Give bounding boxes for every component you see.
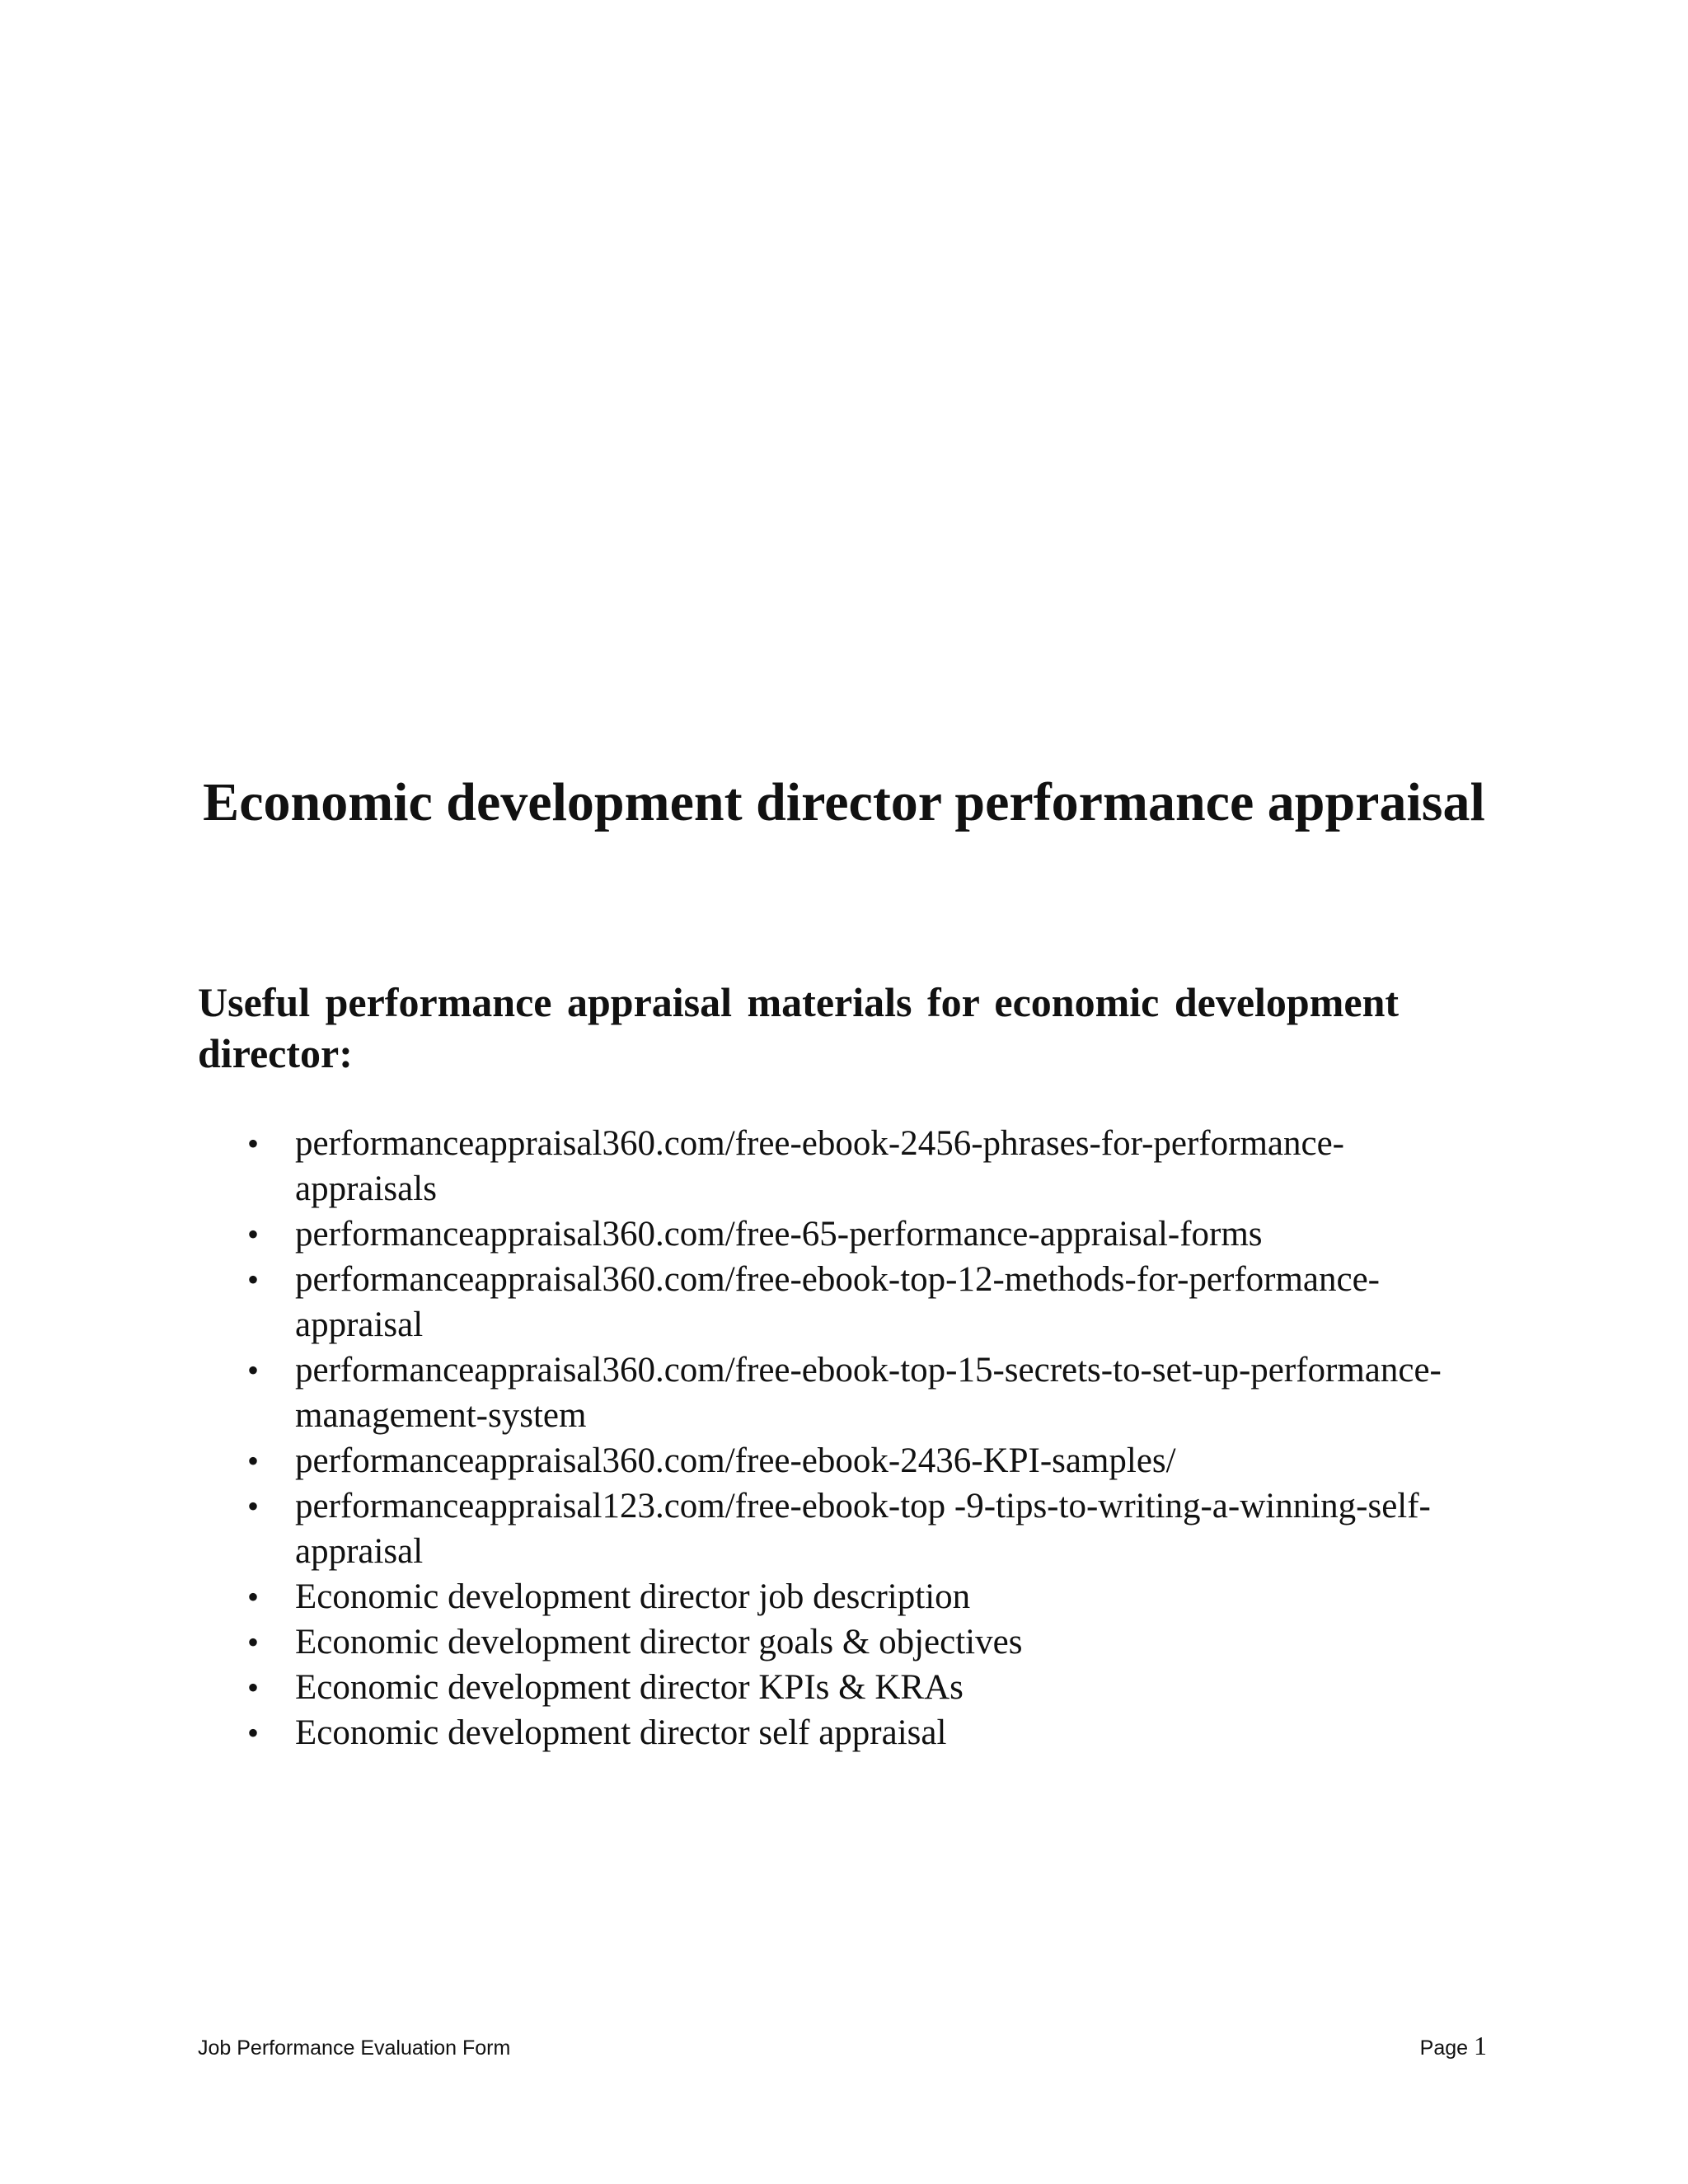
list-item-text: Economic development director goals & objectives <box>295 1623 1023 1661</box>
list-item <box>247 1665 1484 1710</box>
bullet-icon: • <box>247 1352 260 1389</box>
list-item <box>247 1574 1484 1619</box>
bullet-icon: • <box>247 1714 260 1751</box>
list-item[interactable] <box>247 1347 1484 1438</box>
page-number: 1 <box>1474 2031 1487 2060</box>
bullet-icon: • <box>247 1261 260 1298</box>
bullet-icon: • <box>247 1624 260 1661</box>
bullet-icon: • <box>247 1125 260 1162</box>
list-item[interactable] <box>247 1257 1484 1347</box>
list-item-text: Economic development director self appraisal <box>295 1713 947 1752</box>
list-item[interactable] <box>247 1483 1484 1574</box>
list-item-text: performanceappraisal360.com/free-ebook-top-12-methods-for-performance-appraisal <box>295 1260 1380 1344</box>
bullet-icon: • <box>247 1488 260 1525</box>
list-item-text: performanceappraisal360.com/free-ebook-top-15-secrets-to-set-up-performance-management-system <box>295 1351 1442 1435</box>
resource-list <box>247 1121 1484 1755</box>
list-item-text: performanceappraisal123.com/free-ebook-top -9-tips-to-writing-a-winning-self-appraisal <box>295 1487 1431 1571</box>
footer-document-name: Job Performance Evaluation Form <box>198 2036 511 2060</box>
footer-page-indicator <box>1420 2029 1487 2064</box>
list-item <box>247 1619 1484 1665</box>
list-item-text: Economic development director job description <box>295 1577 971 1616</box>
list-item[interactable] <box>247 1438 1484 1483</box>
bullet-icon: • <box>247 1578 260 1615</box>
list-item-text: performanceappraisal360.com/free-ebook-2456-phrases-for-performance-appraisals <box>295 1124 1344 1208</box>
list-item[interactable] <box>247 1121 1484 1212</box>
bullet-icon: • <box>247 1216 260 1253</box>
bullet-icon: • <box>247 1669 260 1706</box>
list-item-text: Economic development director KPIs & KRAs <box>295 1668 964 1707</box>
page-label: Page <box>1419 2036 1469 2060</box>
document-title: Economic development director performance appraisal <box>203 772 1485 832</box>
list-item[interactable] <box>247 1212 1484 1257</box>
list-item-text: performanceappraisal360.com/free-65-performance-appraisal-forms <box>295 1215 1263 1254</box>
list-item <box>247 1710 1484 1755</box>
list-item-text: performanceappraisal360.com/free-ebook-2436-KPI-samples/ <box>295 1441 1176 1480</box>
bullet-icon: • <box>247 1442 260 1479</box>
section-heading: Useful performance appraisal materials for economic development director: <box>198 979 1400 1076</box>
